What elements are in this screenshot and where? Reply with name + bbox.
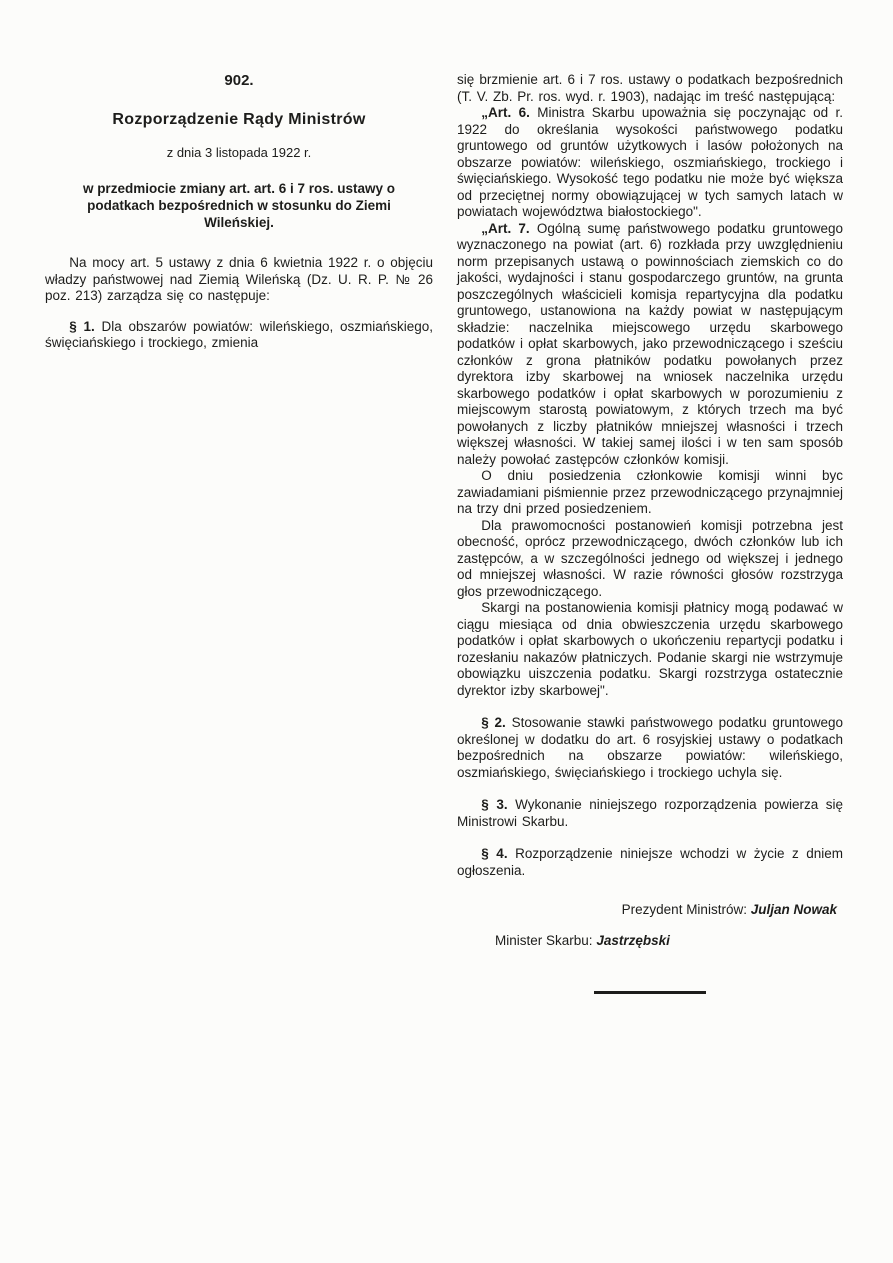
section-4-symbol: § 4. <box>481 846 508 861</box>
signature-minister <box>457 932 843 949</box>
section-1-symbol: § 1. <box>69 318 95 334</box>
section-3-text: Wykonanie niniejszego rozporządzenia powierza się Ministrowi Skarbu. <box>457 797 843 829</box>
paragraph-skargi: Skargi na postanowienia komisji płatnicy mogą podawać w ciągu miesiąca od dnia obwieszczenia urzędu skarbowego podatków i opłat skarbowych o ukończeniu repartycji podatku i rozesłaniu nakazów płatniczych. Podanie skargi nie wstrzymuje obowiązku uiszczenia podatku. Skargi rozstrzyga ostatecznie dyrektor izby skarbowej". <box>457 600 843 698</box>
section-4-text: Rozporządzenie niniejsze wchodzi w życie z dniem ogłoszenia. <box>457 846 843 878</box>
intro-paragraph: Na mocy art. 5 ustawy z dnia 6 kwietnia 1922 r. o objęciu władzy państwowej nad Ziemią Wileńską (Dz. U. R. P. № 26 poz. 213) zarządza się co następuje: <box>45 255 433 303</box>
signature-president <box>457 901 843 918</box>
end-of-act-rule <box>594 991 706 994</box>
paragraph-section-2 <box>457 715 843 781</box>
act-number: 902. <box>224 72 254 89</box>
left-column <box>45 72 433 352</box>
section-3-symbol: § 3. <box>481 797 508 812</box>
paragraph-section-1 <box>45 319 433 352</box>
signature-president-label: Prezydent Ministrów: <box>621 902 747 917</box>
paragraph-posiedzenia: O dniu posiedzenia członkowie komisji winni byc zawiadamiani piśmiennie przez przewodniczącego przynajmniej na trzy dni przed posiedzeniem. <box>457 468 843 516</box>
art-6-lead: „Art. 6. <box>481 105 530 120</box>
date-line: z dnia 3 listopada 1922 r. <box>166 145 312 160</box>
section-2-symbol: § 2. <box>481 715 506 730</box>
paragraph-prawomocnosc: Dla prawomocności postanowień komisji potrzebna jest obecność, oprócz przewodniczącego, dwóch członków lub ich zastępców, a w szczególności jednego od większej i jednego od mniejszej własności. W razie równości głosów rozstrzyga głos przewodniczącego. <box>457 517 843 599</box>
section-2-text: Stosowanie stawki państwowego podatku gruntowego określonej w dodatku do art. 6 rosyjskiej ustawy o podatkach bezpośrednich na obszarze powiatów: wileńskiego, oszmiańskiego, święciańskiego i trockiego uchyla się. <box>457 715 843 780</box>
subject-line: w przedmiocie zmiany art. art. 6 i 7 ros. ustawy o podatkach bezpośrednich w stosunku do Ziemi Wileńskiej. <box>82 181 396 230</box>
paragraph-art-7 <box>457 221 843 469</box>
signature-minister-label: Minister Skarbu: <box>495 933 593 948</box>
paragraph-section-4 <box>457 846 843 879</box>
paragraph-section-3 <box>457 797 843 830</box>
paragraph-art-6 <box>457 105 843 221</box>
signature-president-name: Juljan Nowak <box>750 902 837 917</box>
right-column <box>457 72 843 994</box>
art-6-text: Ministra Skarbu upoważnia się poczynając od r. 1922 do określania wysokości państwowego podatku gruntowego od gruntów użytkowych i lasów położonych na obszarze powiatów: wileńskiego, oszmiańskiego, trockiego i święciańskiego. Wysokość tego podatku nie może być większa od przeciętnej normy obowiązującej w tych samych latach w powiatach województwa białostockiego". <box>457 105 843 219</box>
art-7-text: Ogólną sumę państwowego podatku gruntowego wyznaczonego na powiat (art. 6) rozkłada przy uwzględnieniu norm przepisanych ustawą o powinnościach ziemskich co do jakości, wydajności i stanu gospodarczego gruntów, na grunta poszczególnych właścicieli komisja repartycyjna dla podatku gruntowego, ustanowiona na każdy powiat w następującym składzie: naczelnika miejscowego urzędu skarbowego podatków i opłat skarbowych, jako przewodniczącego i sześciu członków z grona płatników podatku powołanych przez dyrektora izby skarbowej na wniosek naczelnika urzędu skarbowego podatków i opłat skarbowych w porozumieniu z miejscowym starostą powiatowym, z których trzech ma być powołanych z liczby płatników mniejszej własności i trzech większej własności. W takiej samej ilości i w ten sam sposób należy powołać zastępców członków komisji. <box>457 220 843 467</box>
signature-minister-name: Jastrzębski <box>596 933 670 948</box>
section-1-text: Dla obszarów powiatów: wileńskiego, oszmiańskiego, święciańskiego i trockiego, zmienia <box>45 318 433 350</box>
section-1-continuation: się brzmienie art. 6 i 7 ros. ustawy o podatkach bezpośrednich (T. V. Zb. Pr. ros. wyd. r. 1903), nadając im treść następującą: <box>457 72 843 104</box>
two-column-layout <box>45 72 843 994</box>
document-title: Rozporządzenie Rądy Ministrów <box>112 111 366 128</box>
art-7-lead: „Art. 7. <box>481 220 530 236</box>
